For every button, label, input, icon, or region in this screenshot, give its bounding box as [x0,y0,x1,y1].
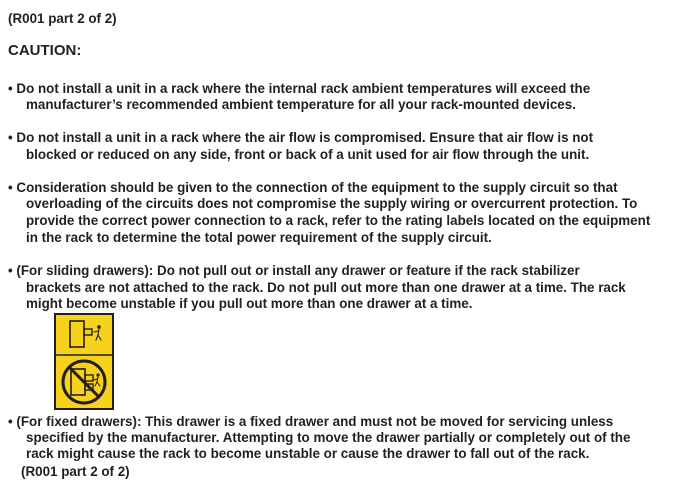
bullet-3-line-4: in the rack to determine the total power requirement of the supply circuit. [26,230,492,245]
bullet-1-line-2: manufacturer’s recommended ambient temperature for all your rack-mounted devices. [26,97,576,112]
bullet-4-line-3: might become unstable if you pull out more than one drawer at a time. [26,296,473,311]
bullet-4-line-2: brackets are not attached to the rack. Do not pull out more than one drawer at a time. The rack [26,280,626,295]
bullet-3-line-3: provide the correct power connection to a rack, refer to the rating labels located on the equipment [26,213,651,228]
bullet-1-line-1: • Do not install a unit in a rack where the internal rack ambient temperatures will exceed the [8,81,591,96]
bullet-3-line-1: • Consideration should be given to the connection of the equipment to the supply circuit so that [8,180,618,195]
notice-footer: (R001 part 2 of 2) [21,464,130,479]
bullet-3-line-2: overloading of the circuits does not compromise the supply wiring or overcurrent protection. To [26,196,638,211]
rack-drawer-warning-label-icon [54,313,114,410]
bullet-5-line-3: rack might cause the rack to become unstable or cause the drawer to fall out of the rack. [26,446,590,461]
caution-title: CAUTION: [8,42,82,59]
bullet-4-line-1: • (For sliding drawers): Do not pull out or install any drawer or feature if the rack stabilizer [8,263,580,278]
notice-header: (R001 part 2 of 2) [8,11,117,26]
bullet-5-line-2: specified by the manufacturer. Attempting to move the drawer partially or completely out of the [26,430,631,445]
bullet-2-line-1: • Do not install a unit in a rack where the air flow is compromised. Ensure that air flow is not [8,130,594,145]
bullet-5-line-1: • (For fixed drawers): This drawer is a fixed drawer and must not be moved for servicing unless [8,414,614,429]
bullet-2-line-2: blocked or reduced on any side, front or back of a unit used for air flow through the unit. [26,147,590,162]
